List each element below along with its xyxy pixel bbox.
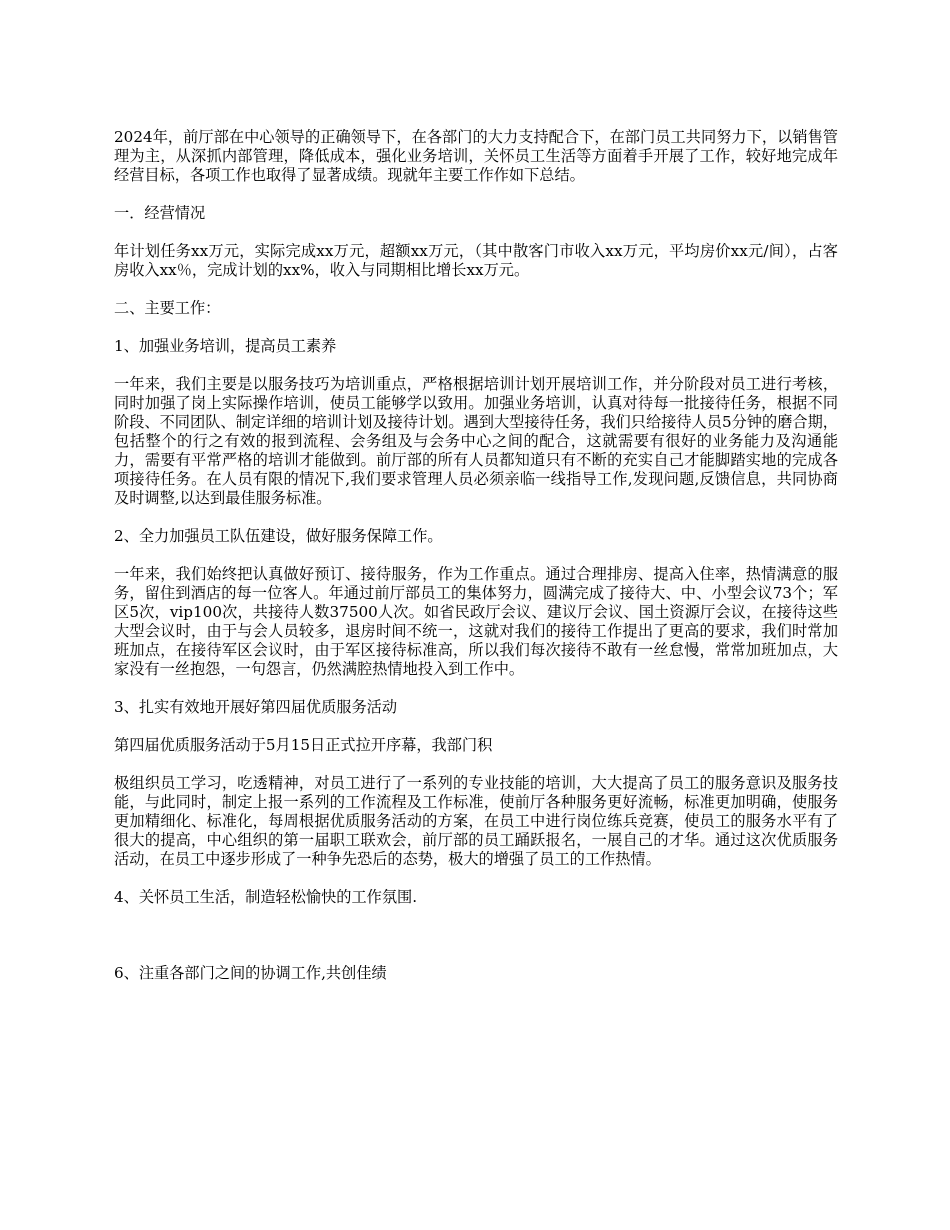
item-heading-training: 1、加强业务培训，提高员工素养 [114,337,337,355]
section-heading-operations: 一．经营情况 [114,204,206,222]
blank-gap [114,926,838,964]
item-heading-coordination: 6、注重各部门之间的协调工作,共创佳绩 [114,964,387,982]
item-heading-employee-care: 4、关怀员工生活，制造轻松愉快的工作氛围. [114,888,418,906]
item-heading-team-building: 2、全力加强员工队伍建设，做好服务保障工作。 [114,527,443,545]
document-page [114,128,838,1002]
team-building-paragraph: 一年来，我们始终把认真做好预订、接待服务，作为工作重点。通过合理排房、提高入住率，热情满意的服务，留住到酒店的每一位客人。年通过前厅部员工的集体努力，圆满完成了接待大、中、小型会议73个；军区5次，vip100次，共接待人数37500人次。如省民政厅会议、建议厅会议、国土资源厅会议，在接待这些大型会议时，由于与会人员较多，退房时间不统一，这就对我们的接待工作提出了更高的要求，我们时常加班加点，在接待军区会议时，由于军区接待标准高，所以我们每次接待不敢有一丝怠慢，常常加班加点，大家没有一丝抱怨，一句怨言，仍然满腔热情地投入到工作中。 [114,565,838,678]
section-heading-main-work: 二、主要工作： [114,299,221,317]
intro-paragraph: 2024年，前厅部在中心领导的正确领导下，在各部门的大力支持配合下，在部门员工共同努力下，以销售管理为主，从深抓内部管理，降低成本，强化业务培训，关怀员工生活等方面着手开展了工作，较好地完成年经营目标，各项工作也取得了显著成绩。现就年主要工作作如下总结。 [114,128,838,184]
operations-paragraph: 年计划任务xx万元，实际完成xx万元，超额xx万元，（其中散客门市收入xx万元，平均房价xx元/间），占客房收入xx％，完成计划的xx%，收入与同期相比增长xx万元。 [114,242,838,279]
training-paragraph: 一年来，我们主要是以服务技巧为培训重点，严格根据培训计划开展培训工作，并分阶段对员工进行考核，同时加强了岗上实际操作培训，使员工能够学以致用。加强业务培训，认真对待每一批接待任务，根据不同阶段、不同团队、制定详细的培训计划及接待计划。遇到大型接待任务，我们只给接待人员5分钟的磨合期，包括整个的行之有效的报到流程、会务组及与会务中心之间的配合，这就需要有很好的业务能力及沟通能力，需要有平常严格的培训才能做到。前厅部的所有人员都知道只有不断的充实自己才能脚踏实地的完成各项接待任务。在人员有限的情况下,我们要求管理人员必须亲临一线指导工作,发现问题,反馈信息，共同协商及时调整,以达到最佳服务标准。 [114,375,838,507]
quality-service-paragraph-2: 极组织员工学习，吃透精神，对员工进行了一系列的专业技能的培训，大大提高了员工的服务意识及服务技能，与此同时，制定上报一系列的工作流程及工作标准，使前厅各种服务更好流畅，标准更加明确，使服务更加精细化、标准化，每周根据优质服务活动的方案，在员工中进行岗位练兵竞赛，使员工的服务水平有了很大的提高，中心组织的第一届职工联欢会，前厅部的员工踊跃报名，一展自己的才华。通过这次优质服务活动，在员工中逐步形成了一种争先恐后的态势，极大的增强了员工的工作热情。 [114,774,838,868]
item-heading-quality-service: 3、扎实有效地开展好第四届优质服务活动 [114,698,398,716]
quality-service-paragraph-1: 第四届优质服务活动于5月15日正式拉开序幕，我部门积 [114,736,493,754]
